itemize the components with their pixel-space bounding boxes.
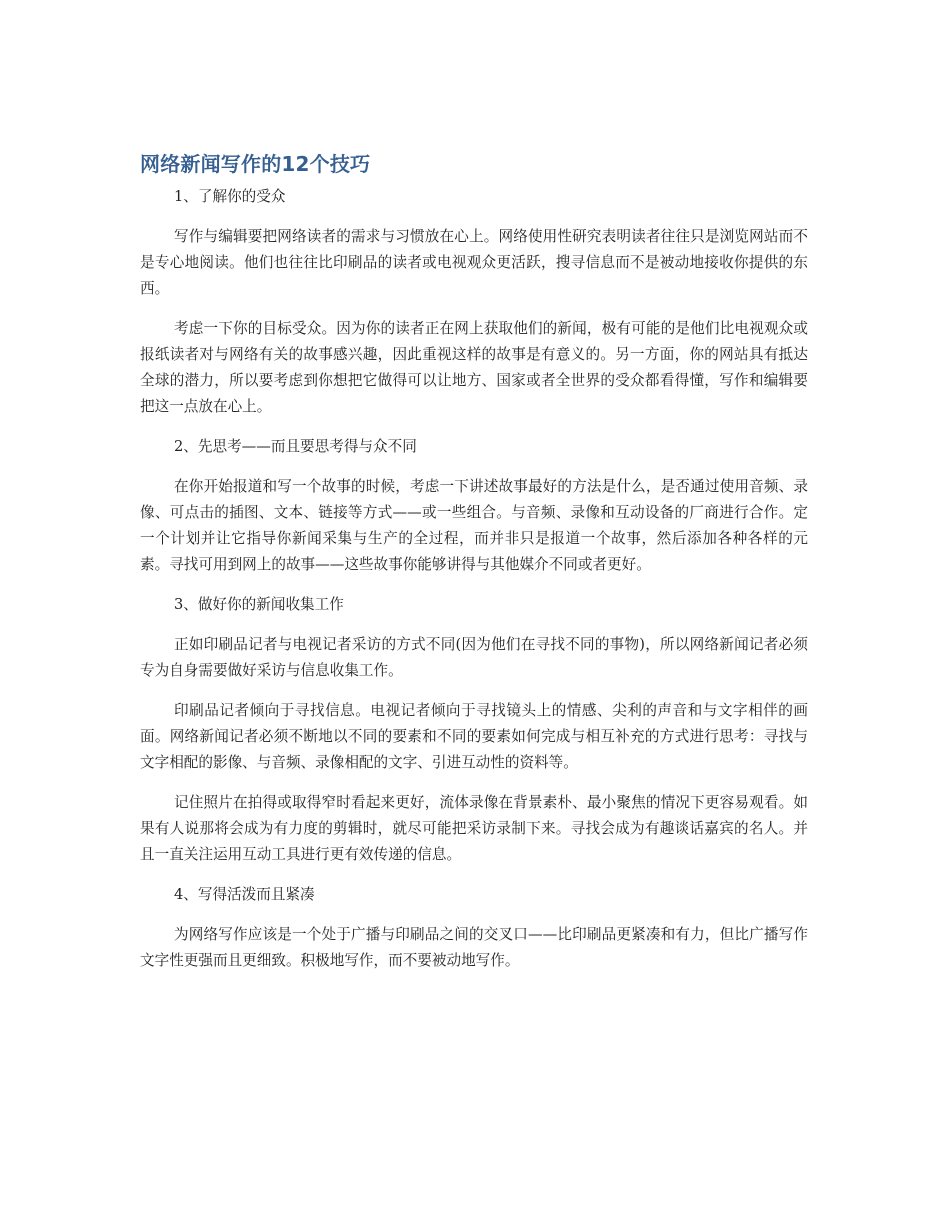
paragraph: 正如印刷品记者与电视记者采访的方式不同(因为他们在寻找不同的事物)，所以网络新闻记者必须专为自身需要做好采访与信息收集工作。 xyxy=(140,636,808,679)
document-title: 网络新闻写作的12个技巧 xyxy=(140,152,371,176)
document-body xyxy=(140,150,808,988)
paragraph: 在你开始报道和写一个故事的时候，考虑一下讲述故事最好的方法是什么，是否通过使用音频、录像、可点击的插图、文本、链接等方式——或一些组合。与音频、录像和互动设备的厂商进行合作。定一个计划并让它指导你新闻采集与生产的全过程，而并非只是报道一个故事，然后添加各种各样的元素。寻找可用到网上的故事——这些故事你能够讲得与其他媒介不同或者更好。 xyxy=(140,478,808,573)
paragraph: 写作与编辑要把网络读者的需求与习惯放在心上。网络使用性研究表明读者往往只是浏览网站而不是专心地阅读。他们也往往比印刷品的读者或电视观众更活跃，搜寻信息而不是被动地接收你提供的东西。 xyxy=(140,228,808,297)
section-heading: 4、写得活泼而且紧凑 xyxy=(174,886,315,903)
section-heading: 2、先思考——而且要思考得与众不同 xyxy=(174,438,417,455)
paragraph: 记住照片在拍得或取得窄时看起来更好，流体录像在背景素朴、最小聚焦的情况下更容易观看。如果有人说那将会成为有力度的剪辑时，就尽可能把采访录制下来。寻找会成为有趣谈话嘉宾的名人。并且一直关注运用互动工具进行更有效传递的信息。 xyxy=(140,794,808,863)
section-heading: 3、做好你的新闻收集工作 xyxy=(174,596,344,613)
paragraph: 考虑一下你的目标受众。因为你的读者正在网上获取他们的新闻，极有可能的是他们比电视观众或报纸读者对与网络有关的故事感兴趣，因此重视这样的故事是有意义的。另一方面，你的网站具有抵达全球的潜力，所以要考虑到你想把它做得可以让地方、国家或者全世界的受众都看得懂，写作和编辑要把这一点放在心上。 xyxy=(140,320,808,415)
section-heading: 1、了解你的受众 xyxy=(174,188,286,205)
paragraph: 为网络写作应该是一个处于广播与印刷品之间的交叉口——比印刷品更紧凑和有力，但比广播写作文字性更强而且更细致。积极地写作，而不要被动地写作。 xyxy=(140,926,808,969)
paragraph: 印刷品记者倾向于寻找信息。电视记者倾向于寻找镜头上的情感、尖利的声音和与文字相伴的画面。网络新闻记者必须不断地以不同的要素和不同的要素如何完成与相互补充的方式进行思考：寻找与文字相配的影像、与音频、录像相配的文字、引进互动性的资料等。 xyxy=(140,702,808,771)
